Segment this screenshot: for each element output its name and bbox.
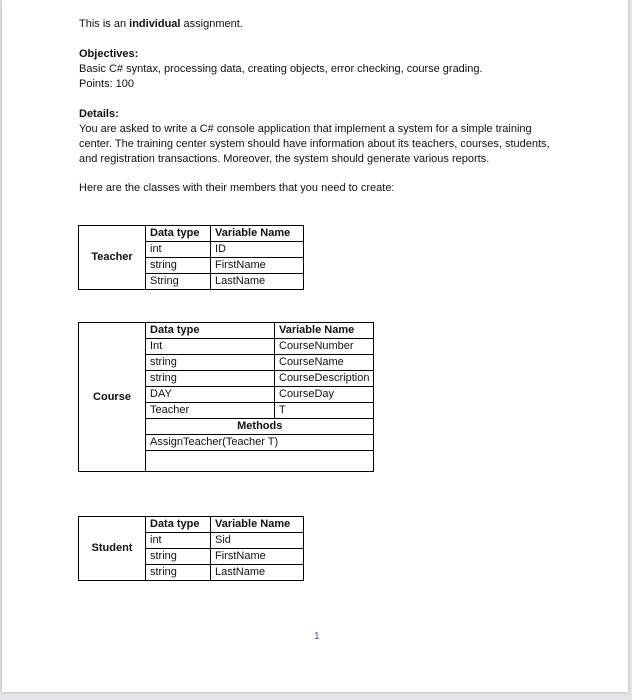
cell-variable-name: FirstName (211, 258, 304, 274)
header-data-type: Data type (146, 226, 211, 242)
cell-data-type: Teacher (146, 403, 275, 419)
page-number: 1 (314, 631, 320, 642)
cell-variable-name: Sid (211, 533, 304, 549)
cell-data-type: int (146, 242, 211, 258)
points-text: Points: 100 (79, 78, 135, 90)
objectives-text: Basic C# syntax, processing data, creating objects, error checking, course grading. (79, 63, 483, 75)
cell-data-type: string (146, 565, 211, 581)
course-class-table (78, 322, 374, 472)
cell-data-type: int (146, 533, 211, 549)
cell-data-type: DAY (146, 387, 275, 403)
cell-variable-name: CourseDescription (275, 371, 374, 387)
header-data-type: Data type (146, 517, 211, 533)
cell-data-type: string (146, 549, 211, 565)
teacher-class-table (78, 225, 304, 290)
intro-line (79, 17, 243, 32)
table-row (79, 517, 304, 533)
cell-data-type: String (146, 274, 211, 290)
cell-variable-name: CourseName (275, 355, 374, 371)
objectives-heading: Objectives: (79, 48, 139, 60)
cell-variable-name: ID (211, 242, 304, 258)
intro-suffix: assignment. (180, 18, 243, 30)
cell-data-type: string (146, 355, 275, 371)
cell-variable-name: LastName (211, 274, 304, 290)
intro-prefix: This is an (79, 18, 130, 30)
details-text: You are asked to write a C# console application that implement a system for a simple training center. The training center system should have information about its teachers, courses, students, and registration transactions. Moreover, the system should generate various reports. (79, 123, 550, 165)
intro-bold: individual (129, 18, 181, 30)
table-row (79, 323, 374, 339)
header-variable-name: Variable Name (211, 226, 304, 242)
empty-method-row (146, 451, 374, 472)
table-row (79, 226, 304, 242)
classes-intro: Here are the classes with their members that you need to create: (79, 182, 395, 194)
cell-variable-name: LastName (211, 565, 304, 581)
document-page (2, 0, 628, 692)
class-name: Student (79, 517, 146, 581)
cell-variable-name: FirstName (211, 549, 304, 565)
cell-variable-name: T (275, 403, 374, 419)
class-name: Teacher (79, 226, 146, 290)
method-item: AssignTeacher(Teacher T) (146, 435, 374, 451)
header-variable-name: Variable Name (211, 517, 304, 533)
cell-data-type: string (146, 371, 275, 387)
cell-data-type: Int (146, 339, 275, 355)
details-heading: Details: (79, 108, 119, 120)
student-class-table (78, 516, 304, 581)
methods-header: Methods (146, 419, 374, 435)
header-variable-name: Variable Name (275, 323, 374, 339)
class-name: Course (79, 323, 146, 472)
cell-variable-name: CourseDay (275, 387, 374, 403)
cell-data-type: string (146, 258, 211, 274)
header-data-type: Data type (146, 323, 275, 339)
cell-variable-name: CourseNumber (275, 339, 374, 355)
